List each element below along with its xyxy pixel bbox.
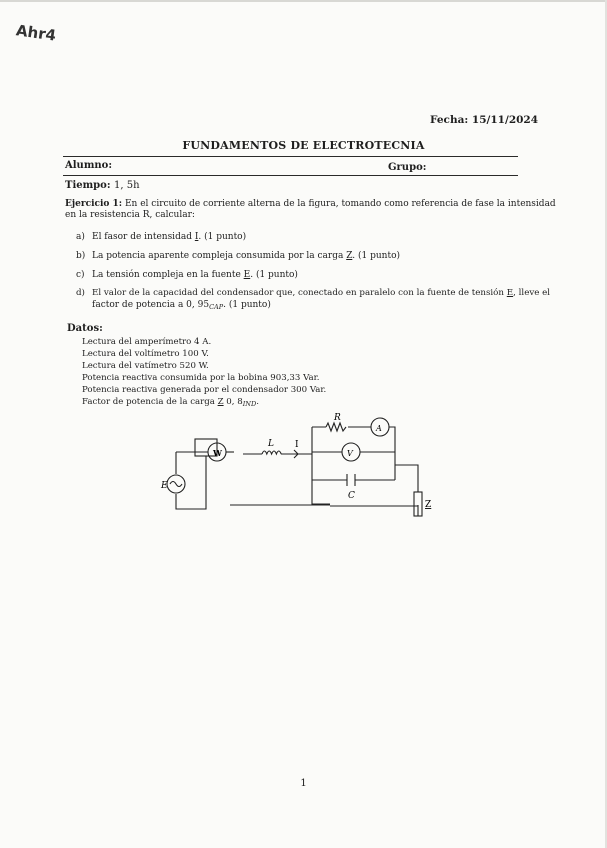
question-a-symbol: I (194, 232, 199, 242)
question-a-mark: a) (76, 232, 85, 242)
datos-pf-label: Factor de potencia de la carga (82, 397, 218, 407)
question-b-points: . (1 punto) (352, 251, 401, 261)
exam-date: Fecha: 15/11/2024 (430, 114, 539, 126)
current-label: I (295, 440, 299, 450)
datos-line-5: Potencia reactiva generada por el condensador 300 Var. (82, 385, 327, 395)
question-c-points: . (1 punto) (250, 270, 298, 280)
exercise-label: Ejercicio 1: (65, 199, 123, 209)
parallel-right-bus (389, 427, 395, 480)
handwritten-mark: Ahr4 (14, 21, 58, 45)
question-d-text: El valor de la capacidad del condensador que, conectado en paralelo con la fuente de tensión (92, 288, 507, 298)
datos-line-2: Lectura del voltímetro 100 V. (82, 349, 209, 359)
source-label: E (161, 481, 168, 491)
exercise-intro-line2: en la resistencia R, calcular: (65, 210, 195, 220)
resistor-label: R (334, 413, 341, 423)
parallel-left-bus (312, 427, 330, 504)
datos-pf-end: . (256, 397, 259, 407)
question-b-mark: b) (76, 251, 86, 261)
datos-line-4: Potencia reactiva consumida por la bobina 903,33 Var. (82, 373, 320, 383)
question-a-points: . (1 punto) (198, 232, 247, 242)
question-d-pf-sub: CAP (209, 303, 224, 311)
question-d-mark: d) (76, 288, 85, 298)
question-b-symbol: Z (346, 251, 353, 261)
time-label: Tiempo: (65, 180, 111, 191)
datos-pf-value: 0, 8 (223, 397, 243, 407)
source-wires (176, 452, 206, 509)
exam-title: FUNDAMENTOS DE ELECTROTECNIA (182, 139, 425, 152)
page-number: 1 (300, 778, 307, 789)
question-d-pf: factor de potencia a 0, 95 (92, 300, 210, 310)
source-sine-icon (170, 482, 182, 487)
question-a-text: El fasor de intensidad (92, 232, 195, 242)
ammeter-label: A (376, 424, 382, 433)
question-c-symbol: E (243, 270, 251, 280)
capacitor-plates (347, 474, 355, 486)
inductor-coil (262, 451, 281, 454)
group-label: Grupo: (388, 162, 427, 173)
datos-line-3: Lectura del vatímetro 520 W. (82, 361, 209, 371)
time-value: 1, 5h (114, 180, 140, 191)
question-d-symbol: E (506, 288, 514, 298)
exercise-intro-line1: En el circuito de corriente alterna de la figura, tomando como referencia de fase la intensidad (124, 199, 556, 209)
return-line (230, 505, 418, 506)
resistor-zigzag (326, 423, 346, 431)
question-b-text: La potencia aparente compleja consumida por la carga (92, 251, 347, 261)
wattmeter-label: W (213, 448, 222, 458)
question-c-mark: c) (76, 270, 85, 280)
datos-pf-symbol: Z (217, 397, 224, 407)
question-c-text: La tensión compleja en la fuente (92, 270, 244, 280)
voltmeter-label: V (347, 449, 353, 458)
capacitor-label: C (348, 491, 355, 501)
datos-pf-sub: IND (242, 400, 257, 408)
datos-line-1: Lectura del amperímetro 4 A. (82, 337, 212, 347)
load-label: Z (425, 500, 432, 510)
datos-title: Datos: (67, 323, 103, 334)
student-label: Alumno: (65, 160, 113, 171)
inductor-label: L (268, 439, 274, 449)
question-d-tail: , lleve el (513, 288, 551, 298)
question-d-points: . (1 punto) (223, 300, 271, 310)
